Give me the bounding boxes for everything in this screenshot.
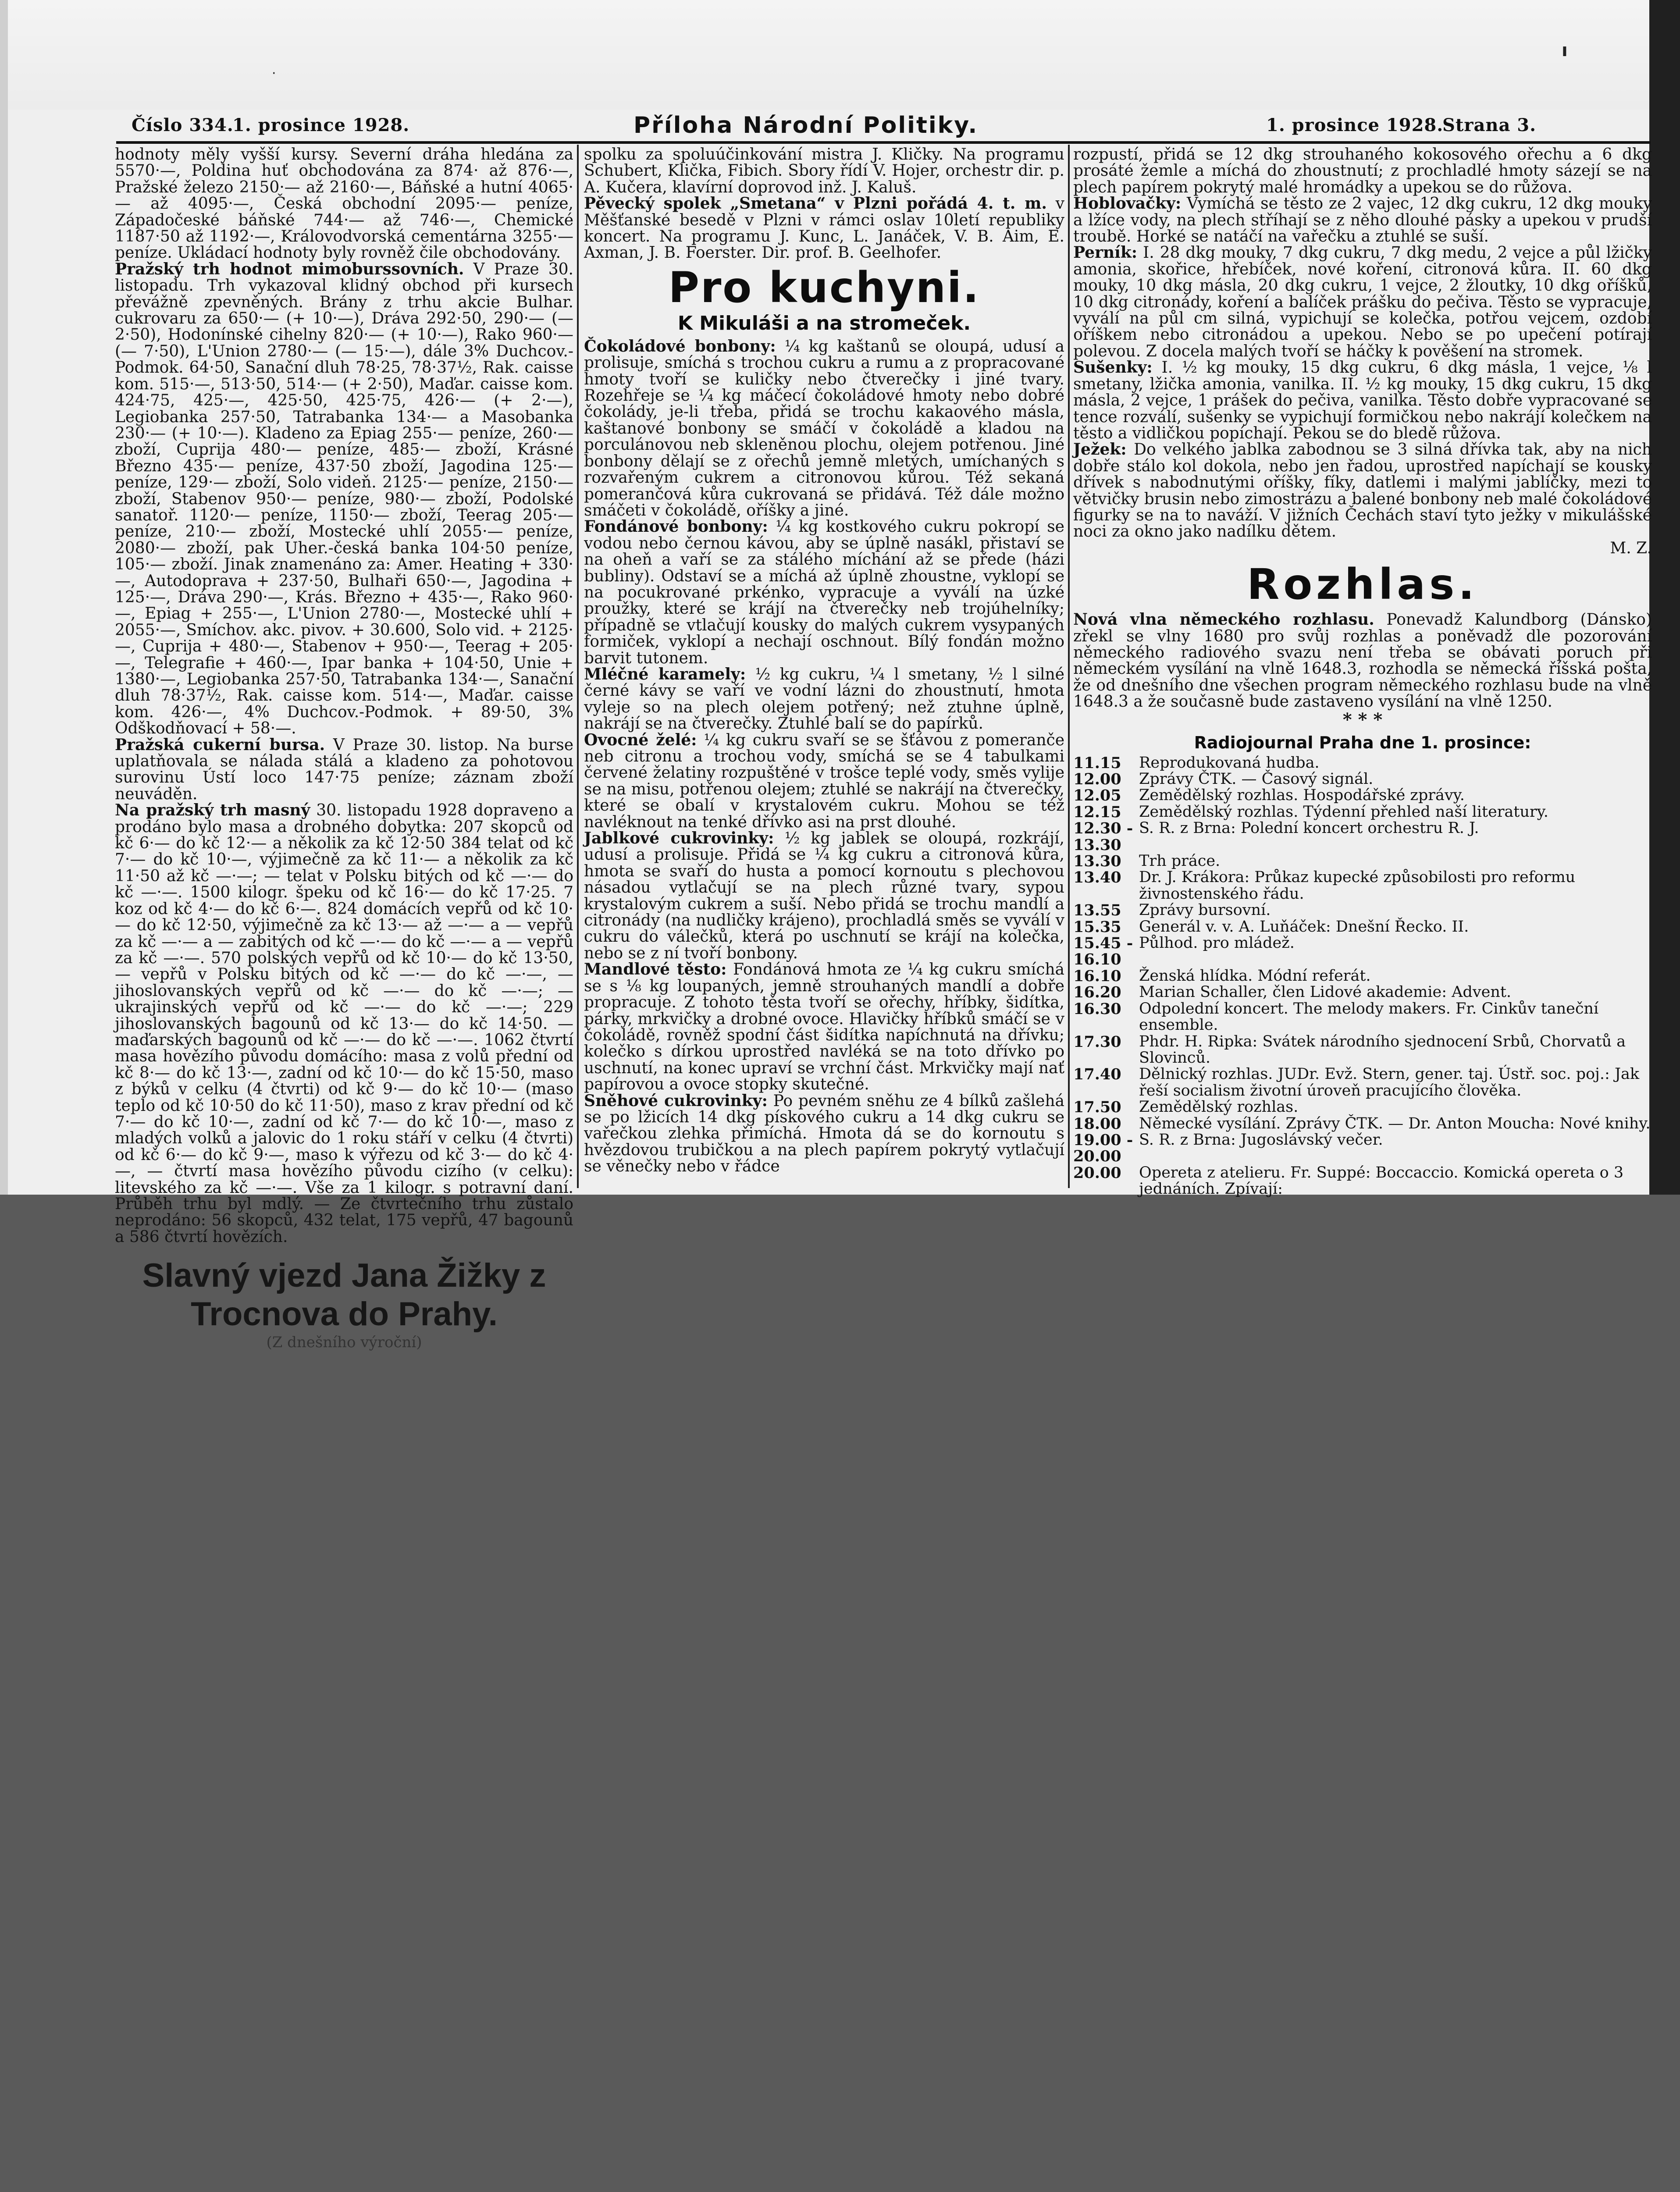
schedule-row	[1073, 771, 1652, 787]
exchange-report: hodnoty měly vyšší kursy. Severní dráha hledána za 5570·—, Poldina huť obchodována za 874· až 876·—, Pražské železo 2150·— až 2160·—, Báňské a hutní 4065·— až 4095·—, Česká obchodní 2095·— peníze, Západočeské báňské 744·— až 746·—, Chemické 1187·50 až 1192·—, Královodvorská cementárna 3255·— peníze. Ukládací hodnoty byly rovněž čile obchodovány.	[115, 146, 573, 262]
recipe: Perník: I. 28 dkg mouky, 7 dkg cukru, 7 dkg medu, 2 vejce a půl lžičky amonia, skořice, hřebíček, nové koření, citronová kůra. II. 60 dkg mouky, 10 dkg másla, 20 dkg cukru, 1 vejce, 2 žloutky, 10 dkg oříšků, 10 dkg citronády, koření a balíček prášku do pečiva. Těsto se vypracuje, vyválí na půl cm silná, vypichují se kolečka, potřou vejcem, ozdobí oříškem nebo citronádou a upekou. Nebo se po upečení potírají polevou. Z docela malých tvoří se háčky k pověšení na stromek.	[1073, 243, 1652, 360]
radio-schedule	[1073, 755, 1652, 1198]
schedule-time: 16.20	[1073, 983, 1121, 1002]
schedule-row	[1073, 1116, 1652, 1132]
kitchen-section-subtitle: K Mikuláši a na stromeček.	[677, 312, 971, 334]
recipe-title: Sušenky:	[1073, 358, 1153, 377]
page-right-edge	[1649, 0, 1680, 1195]
schedule-program: Zemědělský rozhlas.	[1139, 1098, 1299, 1116]
schedule-program: S. R. z Brna: Polední koncert orchestru R. J.	[1139, 819, 1479, 837]
column-divider	[1068, 145, 1070, 1188]
page-number: Strana 3.	[1442, 115, 1537, 135]
schedule-program: Dr. J. Krákora: Průkaz kupecké způsobilosti pro reformu živnostenského řádu.	[1139, 868, 1576, 903]
schedule-time: 15.35	[1073, 918, 1121, 936]
schedule-program: Německé vysílání. Zprávy ČTK. — Dr. Anton Moucha: Nové knihy.	[1139, 1114, 1651, 1132]
schedule-time: 20.00	[1073, 1164, 1121, 1182]
schedule-time: 11.15	[1073, 754, 1121, 772]
recipe: Ovocné želé: ¼ kg cukru svaří se se šťávou z pomeranče neb citronu a trochou vody, smíchá se se 4 tabulkami červené želatiny rozpuštěné v trošce teplé vody, směs vylije se na misu, potřenou olejem; ztuhlé se nakrájí na čtverečky, které se obalí v krystalovém cukru. Mohou se též navléknout na tenké dřívko asi na prst dlouhé.	[584, 730, 1065, 831]
separator-asterisks: * * *	[1342, 709, 1383, 730]
schedule-title: Radiojournal Praha dne 1. prosince:	[1194, 733, 1531, 752]
schedule-program: Dělnický rozhlas. JUDr. Evž. Stern, gener. taj. Ústř. soc. poj.: Jak řeší socialism životní úroveň pracujícího člověka.	[1139, 1065, 1640, 1100]
date-left: 1. prosince 1928.	[232, 115, 410, 135]
schedule-row	[1073, 902, 1652, 918]
recipe-title: Hoblovačky:	[1073, 194, 1182, 213]
article-subheading: (Z dnešního výroční)	[266, 1334, 422, 1352]
page-left-edge	[0, 0, 8, 1195]
sugar-exchange-report: Pražská cukerní bursa. V Praze 30. listop. Na burse uplatňovala se nálada stálá a kladeno za pohotovou surovinu Ústí loco 147·75 peníze; záznam zboží neuváděn.	[115, 735, 573, 803]
schedule-time: 12.15	[1073, 803, 1121, 821]
recipe: Sušenky: I. ½ kg mouky, 15 dkg cukru, 6 dkg másla, 1 vejce, ⅛ l smetany, lžička amonia, vanilka. II. ½ kg mouky, 15 dkg cukru, 15 dkg másla, 2 vejce, 1 prášek do pečiva, vanilka. Těsto dobře vypracované se tence rozválí, sušenky se vypichují formičkou nebo nakrájí kolečkem na těsto a vidličkou popíchají. Pekou se do bledě růžova.	[1073, 358, 1652, 442]
section-heading: Pěvecký spolek „Smetana“ v Plzni pořádá 4. t. m.	[584, 194, 1047, 213]
schedule-time: 16.30	[1073, 1000, 1121, 1018]
recipe: Fondánové bonbony: ¼ kg kostkového cukru pokropí se vodou nebo černou kávou, aby se úplně nasákl, přistaví se na oheň a vaří se za stálého míchání až se přede (házi bubliny). Odstaví se a míchá až úplně zhoustne, vyklopí se na pocukrované prkénko, vypracuje a vyválí na úzké proužky, které se krájí na čtverečky neb trojúhelníky; případně se vtlačují kousky do malých cukrem vysypaných formiček, vyklopí a nechají oschnout. Bílý fondán možno barvit tutonem.	[584, 517, 1064, 667]
schedule-row	[1073, 968, 1652, 984]
schedule-time: 15.45 - 16.10	[1073, 934, 1133, 969]
schedule-program: Zemědělský rozhlas. Týdenní přehled naší literatury.	[1139, 803, 1548, 821]
schedule-row	[1073, 787, 1652, 804]
schedule-row	[1073, 919, 1652, 935]
recipe: Jablkové cukrovinky: ½ kg jablek se oloupá, rozkrájí, udusí a prolisuje. Přidá se ¼ kg cukru a citronová kůra, hmota se svaří do husta a pomocí kornoutu s plechovou násadou vytlačují se na plech různé tvary, sypou krystalovým cukrem a suší. Nebo přidá se trochu mandlí a citronády (na nudličky krájeno), prochladlá směs se vyválí v cukru do válečků, která po uschnutí se krájí na kolečka, nebo se z ní tvoří bonbony.	[584, 829, 1064, 962]
top-margin	[0, 0, 1680, 110]
meat-market-report: Na pražský trh masný 30. listopadu 1928 dopraveno a prodáno bylo masa a drobného dobytka: 207 skopců od kč 6·— do kč 12·— a několik za kč 12·50 384 telat od kč 7·— do kč 10·—, výjimečně za kč 11·— a několik za kč 11·50 až kč —·—; — telat v Polsku bitých od kč —·— do kč —·—. 1500 kilogr. špeku od kč 16·— do kč 17·25. 7 koz od kč 4·— do kč 6·—. 824 domácích vepřů od kč 10·— do kč 12·50, výjimečně za kč 13·— až —·— a — vepřů za kč —·— a — zabitých od kč —·— do kč —·— a — vepřů za kč —·—. 570 polských vepřů od kč 10·— do kč 13·50, — vepřů v Polsku bitých od kč —·— do kč —·—, — jihoslovanských vepřů od kč —·— do kč —·—; — ukrajinských vepřů od kč —·— do kč —·—; 229 jihoslovanských bagounů od kč 13·— do kč 14·50. — maďarských bagounů od kč —·— do kč —·—. 1062 čtvrtí masa hovězího původu domácího: masa z volů přední od kč 8·— do kč 13·—, zadní od kč 10·— do kč 15·50, maso z býků v celku (4 čtvrti) od kč 9·— do kč 10·— (maso teplo od kč 10·50 do kč 11·50), maso z krav přední od kč 7·— do kč 10·—, zadní od kč 7·— do kč 10·—, maso z mladých volků a jalovic do 1 roku stáří v celku (4 čtvrti) od kč 6·— do kč 9·—, maso k výřezu od kč 3·— do kč 4·—, — čtvrtí masa hovězího původu cizího (v celku): litevského za kč —·—. Vše za 1 kilogr. s potravní daní. Průběh trhu byl mdlý. — Ze čtvrtečního trhu zůstalo neprodáno: 56 skopců, 432 telat, 175 vepřů, 47 bagounů a 586 čtvrtí hovězích.	[115, 801, 573, 1246]
section-heading: Pražská cukerní bursa.	[115, 735, 325, 754]
schedule-row	[1073, 1099, 1652, 1115]
schedule-row	[1073, 1066, 1652, 1099]
recipe: Ježek: Do velkého jablka zabodnou se 3 silná dřívka tak, aby na nich dobře stálo kol dokola, nebo jen řadou, uprostřed napíchají se kousky dřívek s nabodnutými oříšky, fíky, datlemi i malými jablíčky, mezi to větvičky brusin nebo zimostrázu a balené bonbony neb malé čokoládové figurky se na to naváží. V jižních Čechách staví tyto ježky v mikulášské noci za okno jako nadílku dětem.	[1073, 440, 1652, 541]
schedule-row	[1073, 820, 1652, 853]
recipe-title: Sněhové cukrovinky:	[584, 1091, 768, 1110]
schedule-row	[1073, 755, 1652, 771]
schedule-time: 12.05	[1073, 786, 1121, 805]
section-heading: Pražský trh hodnot mimoburssovních.	[115, 260, 464, 278]
schedule-time: 17.50	[1073, 1098, 1121, 1117]
concert-notice: spolku za spoluúčinkování mistra J. Kličky. Na programu Schubert, Klička, Fibich. Sbory řídí V. Hojer, orchestr dir. p. A. Kučera, klavírní doprovod inž. J. Kaluš.	[584, 146, 1064, 196]
recipe-continuation: rozpustí, přidá se 12 dkg strouhaného kokosového ořechu a 6 dkg prosáté žemle a míchá do zhoustnutí; z prochladlé hmoty sázejí se na plech papírem pokrytý malé hromádky a upekou se do růžova.	[1073, 146, 1652, 196]
schedule-row	[1073, 869, 1652, 902]
schedule-row	[1073, 1132, 1652, 1165]
smetana-notice: Pěvecký spolek „Smetana“ v Plzni pořádá 4. t. m. v Měšťanské besedě v Plzni v rámci oslav 10letí republiky koncert. Na programu J. Kunc, L. Janáček, V. B. Aim, E. Axman, J. B. Foerster. Dir. prof. B. Geelhofer.	[584, 194, 1065, 262]
recipe: Mandlové těsto: Fondánová hmota ze ¼ kg cukru smíchá se s ⅛ kg loupaných, jemně strouhaných mandlí a dobře propracuje. Z tohoto těsta tvoří se ořechy, hříbky, šidítka, párky, mrkvičky a drobné ovoce. Hlavičky hříbků smáčí se v čokoládě, rovněž spodní část šidítka napíchnutá na dřívku; kolečko s dírkou uprostřed navléká se na toto dřívko po uschnutí, na konec upraví se vrchní část. Mrkvičky mají nať papírovou a ovoce stopky skutečné.	[584, 960, 1065, 1094]
issue-number: Číslo 334.	[132, 115, 234, 135]
header-rule	[116, 141, 1651, 144]
column-radio	[1073, 146, 1652, 1198]
recipe-title: Mléčné karamely:	[584, 665, 746, 683]
section-heading: Nová vlna německého rozhlasu.	[1073, 610, 1374, 629]
column-kitchen	[584, 146, 1064, 1195]
schedule-program: Opereta z atelieru. Fr. Suppé: Boccaccio. Komická opereta o 3 jednáních. Zpívají:	[1139, 1164, 1624, 1198]
schedule-program: Trh práce.	[1139, 852, 1221, 870]
schedule-program: Zprávy ČTK. — Časový signál.	[1139, 770, 1374, 788]
radio-section-title: Rozhlas.	[1247, 560, 1478, 609]
recipe-title: Mandlové těsto:	[584, 960, 727, 979]
schedule-program: Zprávy bursovní.	[1139, 901, 1271, 919]
schedule-row	[1073, 804, 1652, 820]
schedule-program: Zemědělský rozhlas. Hospodářské zprávy.	[1139, 786, 1465, 804]
recipe: Mléčné karamely: ½ kg cukru, ¼ l smetany, ½ l silné černé kávy se vaří ve vodní lázni do zhoustnutí, hmota vylejе so na plech olejem potřený; než ztuhne úplně, nakrájí se na čtverečky. Ztuhlé balí se do papírků.	[584, 665, 1064, 733]
recipe-title: Jablkové cukrovinky:	[584, 829, 774, 848]
article-headline: Slavný vjezd Jana Žižky z Trocnova do Prahy.	[142, 1257, 546, 1333]
recipe-title: Čokoládové bonbony:	[584, 337, 776, 356]
schedule-program: Phdr. H. Ripka: Svátek národního sjednocení Srbů, Chorvatů a Slovinců.	[1139, 1032, 1626, 1067]
date-right: 1. prosince 1928.	[1266, 115, 1444, 135]
schedule-row	[1073, 1034, 1652, 1067]
schedule-time: 18.00	[1073, 1114, 1121, 1133]
recipe-title: Ježek:	[1073, 440, 1127, 459]
schedule-program: Generál v. v. A. Luňáček: Dnešní Řecko. II.	[1139, 918, 1469, 936]
schedule-time: 12.30 - 13.30	[1073, 819, 1133, 854]
author-signature: M. Z.	[1610, 539, 1652, 557]
schedule-time: 13.40	[1073, 868, 1121, 887]
unlisted-securities-report: Pražský trh hodnot mimoburssovních. V Praze 30. listopadu. Trh vykazoval klidný obchod při kursech převážně zpevněných. Brány z trhu akcie Bulhar. cukrovaru za 650·— (+ 10·—), Dráva 292·50, 290·— (— 2·50), Hodonínské cihelny 820·— (+ 10·—), Rako 960·— (— 7·50), L'Union 2780·— (— 15·—), dále 3% Duchcov.-Podmok. 64·50, Sanační dluh 78·25, 78·37½, Rak. caisse kom. 515·—, 513·50, 514·— (+ 2·50), Maďar. caisse kom. 424·75, 425·—, 425·50, 425·75, 426·— (+ 2·—), Legiobanka 257·50, Tatrabanka 134·— a Masobanka 230·— (+ 10·—). Kladeno za Epiag 255·— peníze, 260·— zboží, Cuprija 480·— peníze, 485·— zboží, Krásné Březno 435·— peníze, 437·50 zboží, Jagodina 125·— peníze, 129·— zboží, Solo videň. 2125·— peníze, 2150·— zboží, Stabenov 950·— peníze, 980·— zboží, Podolské sanatoř. 1120·— peníze, 1150·— zboží, Teerag 205·— peníze, 210·— zboží, Mostecké uhlí 2055·— peníze, 2080·— zboží, pak Uher.-česká banka 104·50 peníze, 105·— zboží. Jinak znamenáno za: Amer. Heating + 330·—, Autodoprava + 237·50, Bulhaři 650·—, Jagodina + 125·—, Dráva 290·—, Krás. Březno + 435·—, Rako 960·—, Epiag + 255·—, L'Union 2780·—, Mostecké uhlí + 2055·—, Smíchov. akc. pivov. + 30.600, Solo vid. + 2125·—, Cuprija + 480·—, Stabenov + 950·—, Teerag + 205·—, Telegrafie + 460·—, Ipar banka + 104·50, Unie + 1380·—, Legiobanka 257·50, Tatrabanka 134·—, Sanační dluh 78·37½, Rak. caisse kom. 514·—, Maďar. caisse kom. 426·—, 4% Duchcov.-Podmok. + 89·50, 3% Odškodňovací + 58·—.	[115, 260, 573, 738]
schedule-time: 13.30	[1073, 852, 1121, 871]
supplement-title: Příloha Národní Politiky.	[634, 112, 979, 139]
schedule-program: Reprodukovaná hudba.	[1139, 754, 1320, 772]
column-divider	[577, 145, 579, 1188]
recipe: Sněhové cukrovinky: Po pevném sněhu ze 4 bílků zašlehá se po lžicích 14 dkg pískového cukru a 14 dkg cukru se vařečkou zlehka přimíchá. Hmota dá se do kornoutu s hvězdovou trubičkou a na plech papírem pokrytý vytlačují se věnečky nebo v řádce	[584, 1091, 1064, 1176]
scan-speck: ı	[1562, 40, 1568, 60]
schedule-time: 13.55	[1073, 901, 1121, 920]
kitchen-section-title: Pro kuchyni.	[668, 263, 980, 312]
schedule-row	[1073, 984, 1652, 1000]
section-heading: Na pražský trh masný	[115, 801, 310, 820]
recipe-title: Perník:	[1073, 243, 1138, 262]
schedule-time: 16.10	[1073, 967, 1121, 985]
schedule-time: 17.40	[1073, 1065, 1121, 1084]
schedule-program: Marian Schaller, člen Lidové akademie: Advent.	[1139, 983, 1512, 1001]
schedule-row	[1073, 1001, 1652, 1034]
schedule-row	[1073, 935, 1652, 968]
scan-speck: ·	[272, 66, 276, 81]
schedule-row	[1073, 1165, 1652, 1198]
schedule-program: S. R. z Brna: Jugoslávský večer.	[1139, 1131, 1383, 1149]
schedule-program: Půlhod. pro mládež.	[1139, 934, 1295, 952]
schedule-row	[1073, 853, 1652, 869]
schedule-time: 12.00	[1073, 770, 1121, 788]
schedule-time: 19.00 - 20.00	[1073, 1131, 1133, 1166]
recipe: Čokoládové bonbony: ¼ kg kaštanů se oloupá, udusí a prolisuje, smíchá s trochou cukru a rumu a z propracované hmoty tvoří se kuličky nebo čtverečky i jiné tvary. Rozehřeje se ¼ kg máčecí čokoládové hmoty nebo dobré čokolády, je-li třeba, přidá se trochu kakaového másla, kaštanové bonbony se smáčí v čokoládě a kladou na porculánovou neb skleněnou plochu, olejem potřenou. Jiné bonbony dělají se z ořechů jemně mletých, umíchaných s rozvařeným cukrem a citronovou kůrou. Též sekaná pomerančová kůra cukrovaná se přidává. Též dále možno smáčeti v čokoládě, oříšky a jiné.	[584, 337, 1064, 520]
schedule-time: 17.30	[1073, 1032, 1121, 1051]
recipe: Hoblovačky: Vymíchá se těsto ze 2 vajec, 12 dkg cukru, 12 dkg mouky a lžíce vody, na plech stříhají se z něho dlouhé pásky a upekou v prudší troubě. Horké se natáčí na vařečku a ztuhlé se suší.	[1073, 194, 1652, 246]
radio-news: Nová vlna německého rozhlasu. Ponevadž Kalundborg (Dánsko) zřekl se vlny 1680 pro svůj rozhlas a poněvadž dle pozorování německého radiového svazu není třeba se obávati poruch při německém vysílání na vlně 1648.3, rozhodla se německá říšská pošta, že od dnešního dne všechen program německého rozhlasu bude na vlně 1648.3 a že současně bude zastaveno vysílání na vlně 1250.	[1073, 610, 1652, 711]
column-economy	[115, 146, 573, 1352]
schedule-program: Odpolední koncert. The melody makers. Fr. Cinkův taneční ensemble.	[1139, 1000, 1599, 1034]
recipe-title: Fondánové bonbony:	[584, 517, 768, 536]
schedule-program: Ženská hlídka. Módní referát.	[1139, 967, 1371, 985]
recipe-title: Ovocné želé:	[584, 730, 697, 749]
